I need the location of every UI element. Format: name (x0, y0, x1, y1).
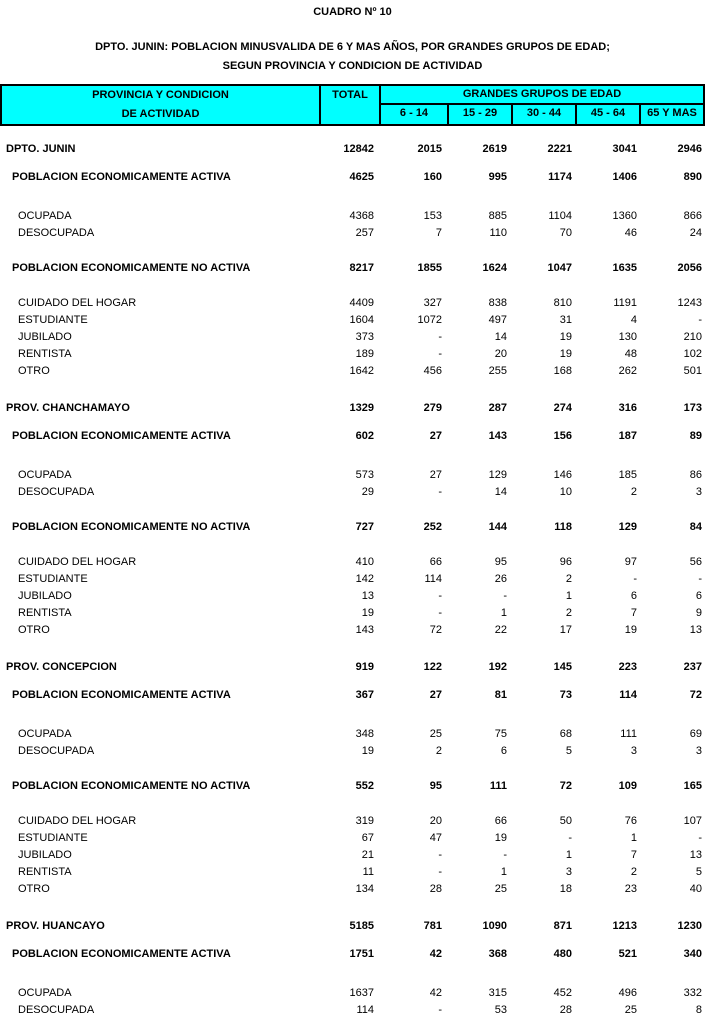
cell-30-44: 19 (559, 331, 572, 343)
cell-6-14: 95 (429, 780, 442, 792)
cell-6-14: 28 (429, 883, 442, 895)
cell-65-mas: 3 (695, 745, 702, 757)
cell-45-64: 46 (624, 227, 637, 239)
cell-45-64: 1635 (612, 262, 637, 274)
cell-15-29: 995 (488, 171, 507, 183)
header-age-groups (379, 86, 703, 124)
table-row (0, 778, 705, 795)
cell-65-mas: 3 (695, 486, 702, 498)
header-total-label: TOTAL (332, 89, 368, 101)
cell-30-44: 146 (553, 469, 572, 481)
cell-6-14: - (438, 1004, 442, 1016)
header-age-45-64: 45 - 64 (575, 105, 639, 124)
cell-6-14: 27 (429, 430, 442, 442)
cell-30-44: 1047 (547, 262, 572, 274)
cell-65-mas: 2056 (677, 262, 702, 274)
cell-6-14: 27 (429, 689, 442, 701)
cell-6-14: 42 (429, 987, 442, 999)
table-row (0, 260, 705, 277)
row-label: ESTUDIANTE (18, 314, 88, 326)
cell-total: 12842 (343, 143, 374, 155)
cell-30-44: 145 (553, 661, 572, 673)
table-row (0, 169, 705, 186)
cell-45-64: 3 (630, 745, 637, 757)
cell-total: 67 (361, 832, 374, 844)
table-row (0, 726, 705, 743)
header-provincia-condicion (2, 86, 319, 124)
cell-45-64: 48 (624, 348, 637, 360)
cell-65-mas: 5 (695, 866, 702, 878)
cell-15-29: 143 (488, 430, 507, 442)
cell-65-mas: 1230 (677, 920, 702, 932)
cell-45-64: 1406 (612, 171, 637, 183)
cell-total: 142 (355, 573, 374, 585)
cell-15-29: 315 (488, 987, 507, 999)
cell-15-29: 838 (488, 297, 507, 309)
cell-total: 114 (356, 1004, 374, 1016)
cell-45-64: 111 (620, 728, 637, 740)
cell-30-44: 1174 (548, 171, 572, 183)
cell-65-mas: 24 (689, 227, 702, 239)
row-label: DESOCUPADA (18, 1004, 95, 1016)
cell-30-44: 31 (559, 314, 572, 326)
cell-30-44: 28 (559, 1004, 572, 1016)
table-row (0, 312, 705, 329)
cell-30-44: 810 (553, 297, 572, 309)
header-age-columns (381, 105, 703, 124)
cell-30-44: 1104 (548, 210, 572, 222)
cell-15-29: 1 (500, 866, 507, 878)
cell-65-mas: - (698, 832, 702, 844)
cell-15-29: - (503, 590, 507, 602)
cell-15-29: 144 (488, 521, 507, 533)
cell-30-44: 72 (559, 780, 572, 792)
cell-total: 257 (355, 227, 374, 239)
cell-6-14: 25 (429, 728, 442, 740)
cell-total: 552 (355, 780, 374, 792)
table-row (0, 554, 705, 571)
cell-15-29: 368 (488, 948, 507, 960)
cell-45-64: 185 (618, 469, 637, 481)
cell-30-44: 3 (565, 866, 572, 878)
cell-6-14: - (438, 866, 442, 878)
row-label: OCUPADA (18, 210, 72, 222)
cell-65-mas: 102 (683, 348, 702, 360)
cell-45-64: 129 (618, 521, 637, 533)
cell-30-44: 1 (565, 849, 572, 861)
cell-total: 4409 (349, 297, 374, 309)
cell-6-14: 66 (429, 556, 442, 568)
cell-45-64: 223 (618, 661, 637, 673)
cell-6-14: 27 (429, 469, 442, 481)
cell-6-14: 1855 (417, 262, 442, 274)
table-row (0, 946, 705, 963)
row-label: OCUPADA (18, 469, 72, 481)
row-label: CUIDADO DEL HOGAR (18, 556, 137, 568)
row-label: OTRO (18, 883, 50, 895)
cell-30-44: 118 (554, 521, 572, 533)
cell-45-64: 2 (630, 866, 637, 878)
cell-6-14: 160 (423, 171, 442, 183)
cell-15-29: 53 (494, 1004, 507, 1016)
page-subtitle (0, 38, 705, 76)
cell-total: 134 (355, 883, 374, 895)
table-row (0, 519, 705, 536)
cell-65-mas: 13 (689, 624, 702, 636)
cell-65-mas: 86 (689, 469, 702, 481)
row-label: POBLACION ECONOMICAMENTE NO ACTIVA (12, 780, 251, 792)
cell-65-mas: 84 (689, 521, 702, 533)
cell-total: 19 (361, 745, 374, 757)
cell-6-14: 2 (435, 745, 442, 757)
table-row (0, 847, 705, 864)
cell-6-14: - (438, 486, 442, 498)
row-label: POBLACION ECONOMICAMENTE ACTIVA (12, 948, 231, 960)
row-label: JUBILADO (18, 590, 72, 602)
table-row (0, 918, 705, 935)
row-label: RENTISTA (18, 348, 72, 360)
cell-65-mas: - (698, 573, 702, 585)
cell-total: 373 (355, 331, 374, 343)
table-row (0, 400, 705, 417)
table-row (0, 985, 705, 1002)
cell-total: 4625 (349, 171, 374, 183)
cell-15-29: 255 (488, 365, 507, 377)
cell-15-29: - (503, 849, 507, 861)
cell-65-mas: 210 (683, 331, 702, 343)
row-label: CUIDADO DEL HOGAR (18, 815, 137, 827)
cell-6-14: 20 (429, 815, 442, 827)
cell-45-64: 3041 (612, 143, 637, 155)
cell-15-29: 497 (488, 314, 507, 326)
cell-total: 4368 (349, 210, 374, 222)
cell-15-29: 192 (488, 661, 507, 673)
table-row (0, 743, 705, 760)
subtitle-line-2: SEGUN PROVINCIA Y CONDICION DE ACTIVIDAD (222, 60, 483, 72)
row-label: JUBILADO (18, 849, 72, 861)
row-label: DESOCUPADA (18, 227, 95, 239)
cell-6-14: 781 (423, 920, 442, 932)
row-label: POBLACION ECONOMICAMENTE ACTIVA (12, 171, 231, 183)
cell-65-mas: 72 (689, 689, 702, 701)
cell-total: 13 (361, 590, 374, 602)
table-row (0, 225, 705, 242)
cell-65-mas: 13 (689, 849, 702, 861)
cell-30-44: - (568, 832, 572, 844)
cell-15-29: 110 (489, 227, 507, 239)
table-row (0, 1002, 705, 1019)
cell-30-44: 480 (553, 948, 572, 960)
cell-65-mas: 173 (683, 402, 702, 414)
row-label: ESTUDIANTE (18, 832, 88, 844)
cell-30-44: 17 (559, 624, 572, 636)
row-label: OTRO (18, 365, 50, 377)
cell-30-44: 18 (559, 883, 572, 895)
cell-30-44: 73 (559, 689, 572, 701)
cell-45-64: 496 (618, 987, 637, 999)
cell-15-29: 25 (494, 883, 507, 895)
table-row (0, 605, 705, 622)
cell-15-29: 22 (494, 624, 507, 636)
cell-6-14: 7 (435, 227, 442, 239)
cell-15-29: 1 (500, 607, 507, 619)
row-label: OCUPADA (18, 987, 72, 999)
cell-6-14: 122 (423, 661, 442, 673)
cell-45-64: 7 (630, 607, 637, 619)
cell-30-44: 68 (559, 728, 572, 740)
cell-30-44: 871 (553, 920, 572, 932)
cell-total: 1642 (349, 365, 374, 377)
cell-65-mas: 6 (695, 590, 702, 602)
cell-total: 367 (355, 689, 374, 701)
cell-65-mas: 501 (683, 365, 702, 377)
cell-30-44: 96 (559, 556, 572, 568)
cell-30-44: 50 (559, 815, 572, 827)
cell-65-mas: 237 (683, 661, 702, 673)
cell-65-mas: 2946 (677, 143, 702, 155)
table-row (0, 363, 705, 380)
cell-total: 5185 (349, 920, 374, 932)
header-total (319, 86, 379, 124)
row-label: POBLACION ECONOMICAMENTE NO ACTIVA (12, 521, 251, 533)
cell-total: 11 (362, 866, 374, 878)
cell-15-29: 129 (488, 469, 507, 481)
cell-15-29: 81 (494, 689, 507, 701)
cell-6-14: - (438, 849, 442, 861)
row-label: POBLACION ECONOMICAMENTE NO ACTIVA (12, 262, 251, 274)
cell-30-44: 10 (559, 486, 572, 498)
cell-45-64: 4 (630, 314, 637, 326)
cell-30-44: 2 (565, 573, 572, 585)
cell-65-mas: 9 (695, 607, 702, 619)
cell-45-64: 130 (618, 331, 637, 343)
cell-65-mas: 890 (683, 171, 702, 183)
cell-15-29: 287 (488, 402, 507, 414)
cell-45-64: 2 (630, 486, 637, 498)
cell-30-44: 156 (553, 430, 572, 442)
cell-45-64: 7 (630, 849, 637, 861)
cell-30-44: 5 (565, 745, 572, 757)
cell-30-44: 168 (553, 365, 572, 377)
cell-30-44: 2221 (547, 143, 572, 155)
cell-15-29: 2619 (482, 143, 507, 155)
table-row (0, 428, 705, 445)
cell-total: 602 (355, 430, 374, 442)
cell-6-14: - (438, 348, 442, 360)
cell-45-64: 6 (630, 590, 637, 602)
cell-45-64: 1360 (612, 210, 637, 222)
row-label: OCUPADA (18, 728, 72, 740)
cell-65-mas: 107 (683, 815, 702, 827)
cell-65-mas: 866 (683, 210, 702, 222)
row-label: JUBILADO (18, 331, 72, 343)
cell-65-mas: 56 (689, 556, 702, 568)
cell-total: 1329 (349, 402, 374, 414)
row-label: DPTO. JUNIN (6, 143, 76, 155)
cell-15-29: 6 (500, 745, 507, 757)
cell-6-14: 2015 (417, 143, 442, 155)
header-age-6-14: 6 - 14 (399, 107, 429, 119)
cell-total: 8217 (349, 262, 374, 274)
cell-total: 1751 (349, 948, 374, 960)
cell-45-64: 25 (624, 1004, 637, 1016)
cell-45-64: - (633, 573, 637, 585)
cell-total: 143 (355, 624, 374, 636)
cell-45-64: 109 (618, 780, 637, 792)
cell-6-14: - (438, 607, 442, 619)
cell-45-64: 97 (624, 556, 637, 568)
cell-15-29: 14 (494, 486, 507, 498)
subtitle-line-1: DPTO. JUNIN: POBLACION MINUSVALIDA DE 6 Y MAS AÑOS, POR GRANDES GRUPOS DE EDAD; (95, 41, 610, 53)
cell-15-29: 1624 (482, 262, 507, 274)
cell-30-44: 452 (553, 987, 572, 999)
cell-65-mas: 332 (683, 987, 702, 999)
row-label: RENTISTA (18, 866, 72, 878)
table-row (0, 830, 705, 847)
row-label: CUIDADO DEL HOGAR (18, 297, 137, 309)
cell-30-44: 1 (565, 590, 572, 602)
cell-6-14: 456 (423, 365, 442, 377)
cell-6-14: 42 (429, 948, 442, 960)
header-age-30-44: 30 - 44 (511, 105, 575, 124)
header-age-15-29: 15 - 29 (447, 105, 511, 124)
cell-6-14: 153 (423, 210, 442, 222)
table-row (0, 659, 705, 676)
row-label: RENTISTA (18, 607, 72, 619)
statistical-table-page (0, 6, 705, 1019)
row-label: POBLACION ECONOMICAMENTE ACTIVA (12, 430, 231, 442)
row-label: ESTUDIANTE (18, 573, 88, 585)
table-row (0, 467, 705, 484)
cell-30-44: 19 (559, 348, 572, 360)
cell-45-64: 114 (619, 689, 637, 701)
cell-total: 1637 (349, 987, 374, 999)
table-header (0, 84, 705, 126)
cell-15-29: 26 (494, 573, 507, 585)
table-row (0, 329, 705, 346)
cell-45-64: 76 (624, 815, 637, 827)
cell-6-14: 47 (429, 832, 442, 844)
table-row (0, 295, 705, 312)
cell-15-29: 14 (494, 331, 507, 343)
cell-total: 727 (355, 521, 374, 533)
header-provincia-line-2: DE ACTIVIDAD (121, 108, 200, 120)
cell-total: 29 (361, 486, 374, 498)
header-age-65-mas: 65 Y MAS (639, 105, 703, 124)
row-label: OTRO (18, 624, 50, 636)
cell-45-64: 23 (624, 883, 637, 895)
cell-total: 348 (355, 728, 374, 740)
row-label: POBLACION ECONOMICAMENTE ACTIVA (12, 689, 231, 701)
table-row (0, 208, 705, 225)
cell-65-mas: 40 (689, 883, 702, 895)
row-label: PROV. CHANCHAMAYO (6, 402, 130, 414)
cell-total: 919 (355, 661, 374, 673)
row-label: PROV. CONCEPCION (6, 661, 117, 673)
table-row (0, 484, 705, 501)
cell-6-14: 327 (423, 297, 442, 309)
cell-6-14: - (438, 331, 442, 343)
table-body (0, 126, 705, 1019)
row-label: PROV. HUANCAYO (6, 920, 105, 932)
table-row (0, 571, 705, 588)
cell-45-64: 19 (624, 624, 637, 636)
cell-65-mas: 165 (683, 780, 702, 792)
cell-15-29: 66 (494, 815, 507, 827)
table-row (0, 813, 705, 830)
cell-65-mas: 89 (689, 430, 702, 442)
cell-total: 319 (355, 815, 374, 827)
header-group-title: GRANDES GRUPOS DE EDAD (381, 86, 703, 105)
cell-65-mas: 1243 (677, 297, 702, 309)
cell-15-29: 1090 (482, 920, 507, 932)
cell-total: 189 (355, 348, 374, 360)
cell-30-44: 2 (565, 607, 572, 619)
cell-6-14: 114 (424, 573, 442, 585)
page-title: CUADRO Nº 10 (313, 6, 392, 18)
cell-45-64: 1213 (612, 920, 637, 932)
row-label: DESOCUPADA (18, 486, 95, 498)
cell-45-64: 1 (630, 832, 637, 844)
table-row (0, 864, 705, 881)
header-provincia-line-1: PROVINCIA Y CONDICION (92, 89, 229, 101)
cell-6-14: 279 (423, 402, 442, 414)
cell-15-29: 75 (494, 728, 507, 740)
cell-15-29: 19 (494, 832, 507, 844)
cell-total: 21 (361, 849, 374, 861)
cell-total: 573 (355, 469, 374, 481)
cell-15-29: 885 (488, 210, 507, 222)
cell-65-mas: 8 (695, 1004, 702, 1016)
table-row (0, 687, 705, 704)
cell-45-64: 521 (618, 948, 637, 960)
table-row (0, 141, 705, 158)
cell-45-64: 316 (618, 402, 637, 414)
cell-45-64: 1191 (613, 297, 637, 309)
cell-30-44: 70 (559, 227, 572, 239)
cell-total: 19 (361, 607, 374, 619)
cell-6-14: 1072 (417, 314, 442, 326)
cell-total: 1604 (349, 314, 374, 326)
table-row (0, 881, 705, 898)
cell-65-mas: - (698, 314, 702, 326)
cell-15-29: 20 (494, 348, 507, 360)
cell-30-44: 274 (553, 402, 572, 414)
cell-total: 410 (355, 556, 374, 568)
cell-65-mas: 340 (683, 948, 702, 960)
cell-15-29: 111 (489, 780, 507, 792)
table-row (0, 346, 705, 363)
table-row (0, 588, 705, 605)
cell-45-64: 262 (618, 365, 637, 377)
cell-6-14: 252 (423, 521, 442, 533)
cell-6-14: 72 (429, 624, 442, 636)
cell-45-64: 187 (618, 430, 637, 442)
cell-6-14: - (438, 590, 442, 602)
table-row (0, 622, 705, 639)
cell-65-mas: 69 (689, 728, 702, 740)
cell-15-29: 95 (494, 556, 507, 568)
row-label: DESOCUPADA (18, 745, 95, 757)
